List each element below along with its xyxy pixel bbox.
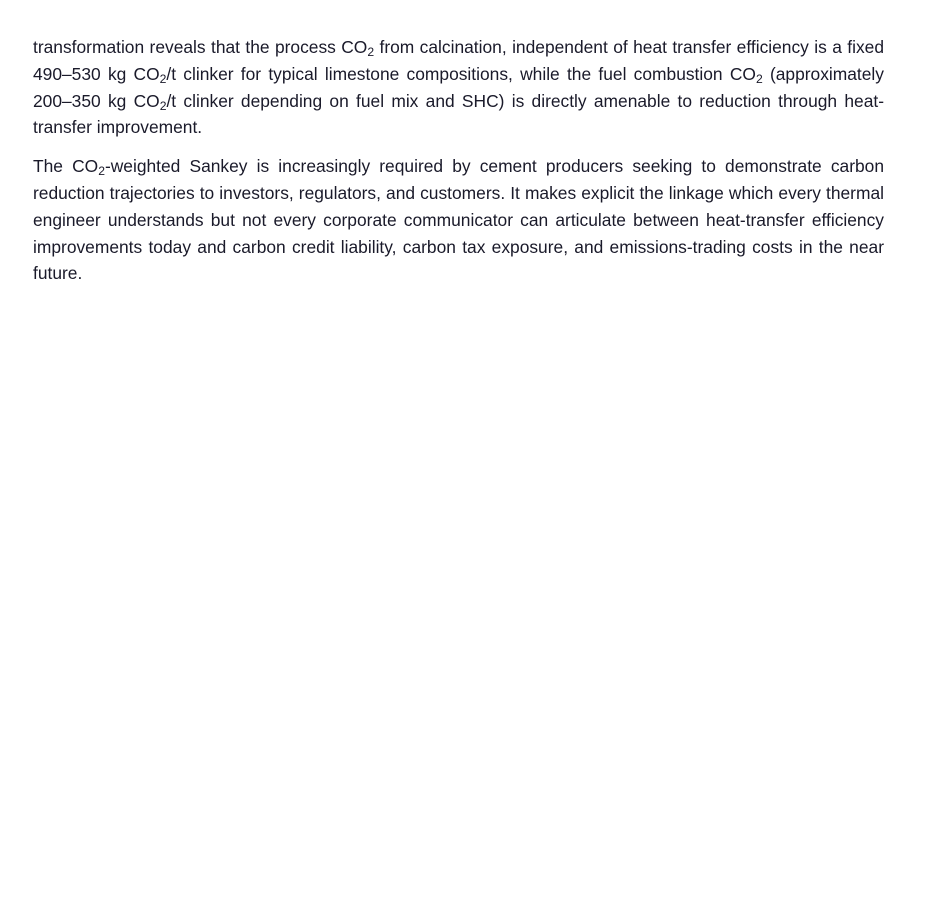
- subscript: 2: [367, 45, 375, 60]
- document-body: [33, 34, 884, 299]
- text-run: transformation reveals that the process CO: [33, 37, 368, 57]
- subscript: 2: [98, 164, 105, 179]
- text-run: from calcination, independent of heat transfer efficiency is a fixed 490–530 kg CO: [33, 37, 884, 84]
- text-run: -weighted Sankey is increasingly required by cement producers seeking to demonstrate carbon reduction trajectories to investors, regulators, and customers. It makes explicit the linkage which every thermal engineer understands but not every corporate communicator can articulate between heat-transfer efficiency improvements today and carbon credit liability, carbon tax exposure, and emissions-trading costs in the near future.: [33, 156, 884, 284]
- text-run: /t clinker depending on fuel mix and SHC) is directly amenable to reduction through heat-transfer improvement.: [33, 90, 884, 138]
- paragraph-2: [33, 153, 884, 287]
- paragraph-1: [33, 34, 884, 141]
- subscript: 2: [159, 71, 167, 86]
- text-run: The CO: [33, 156, 99, 177]
- text-run: /t clinker for typical limestone compositions, while the fuel combustion CO: [166, 63, 756, 84]
- text-run: (approximately 200–350 kg CO: [33, 63, 884, 111]
- subscript: 2: [755, 71, 763, 86]
- subscript: 2: [159, 98, 167, 113]
